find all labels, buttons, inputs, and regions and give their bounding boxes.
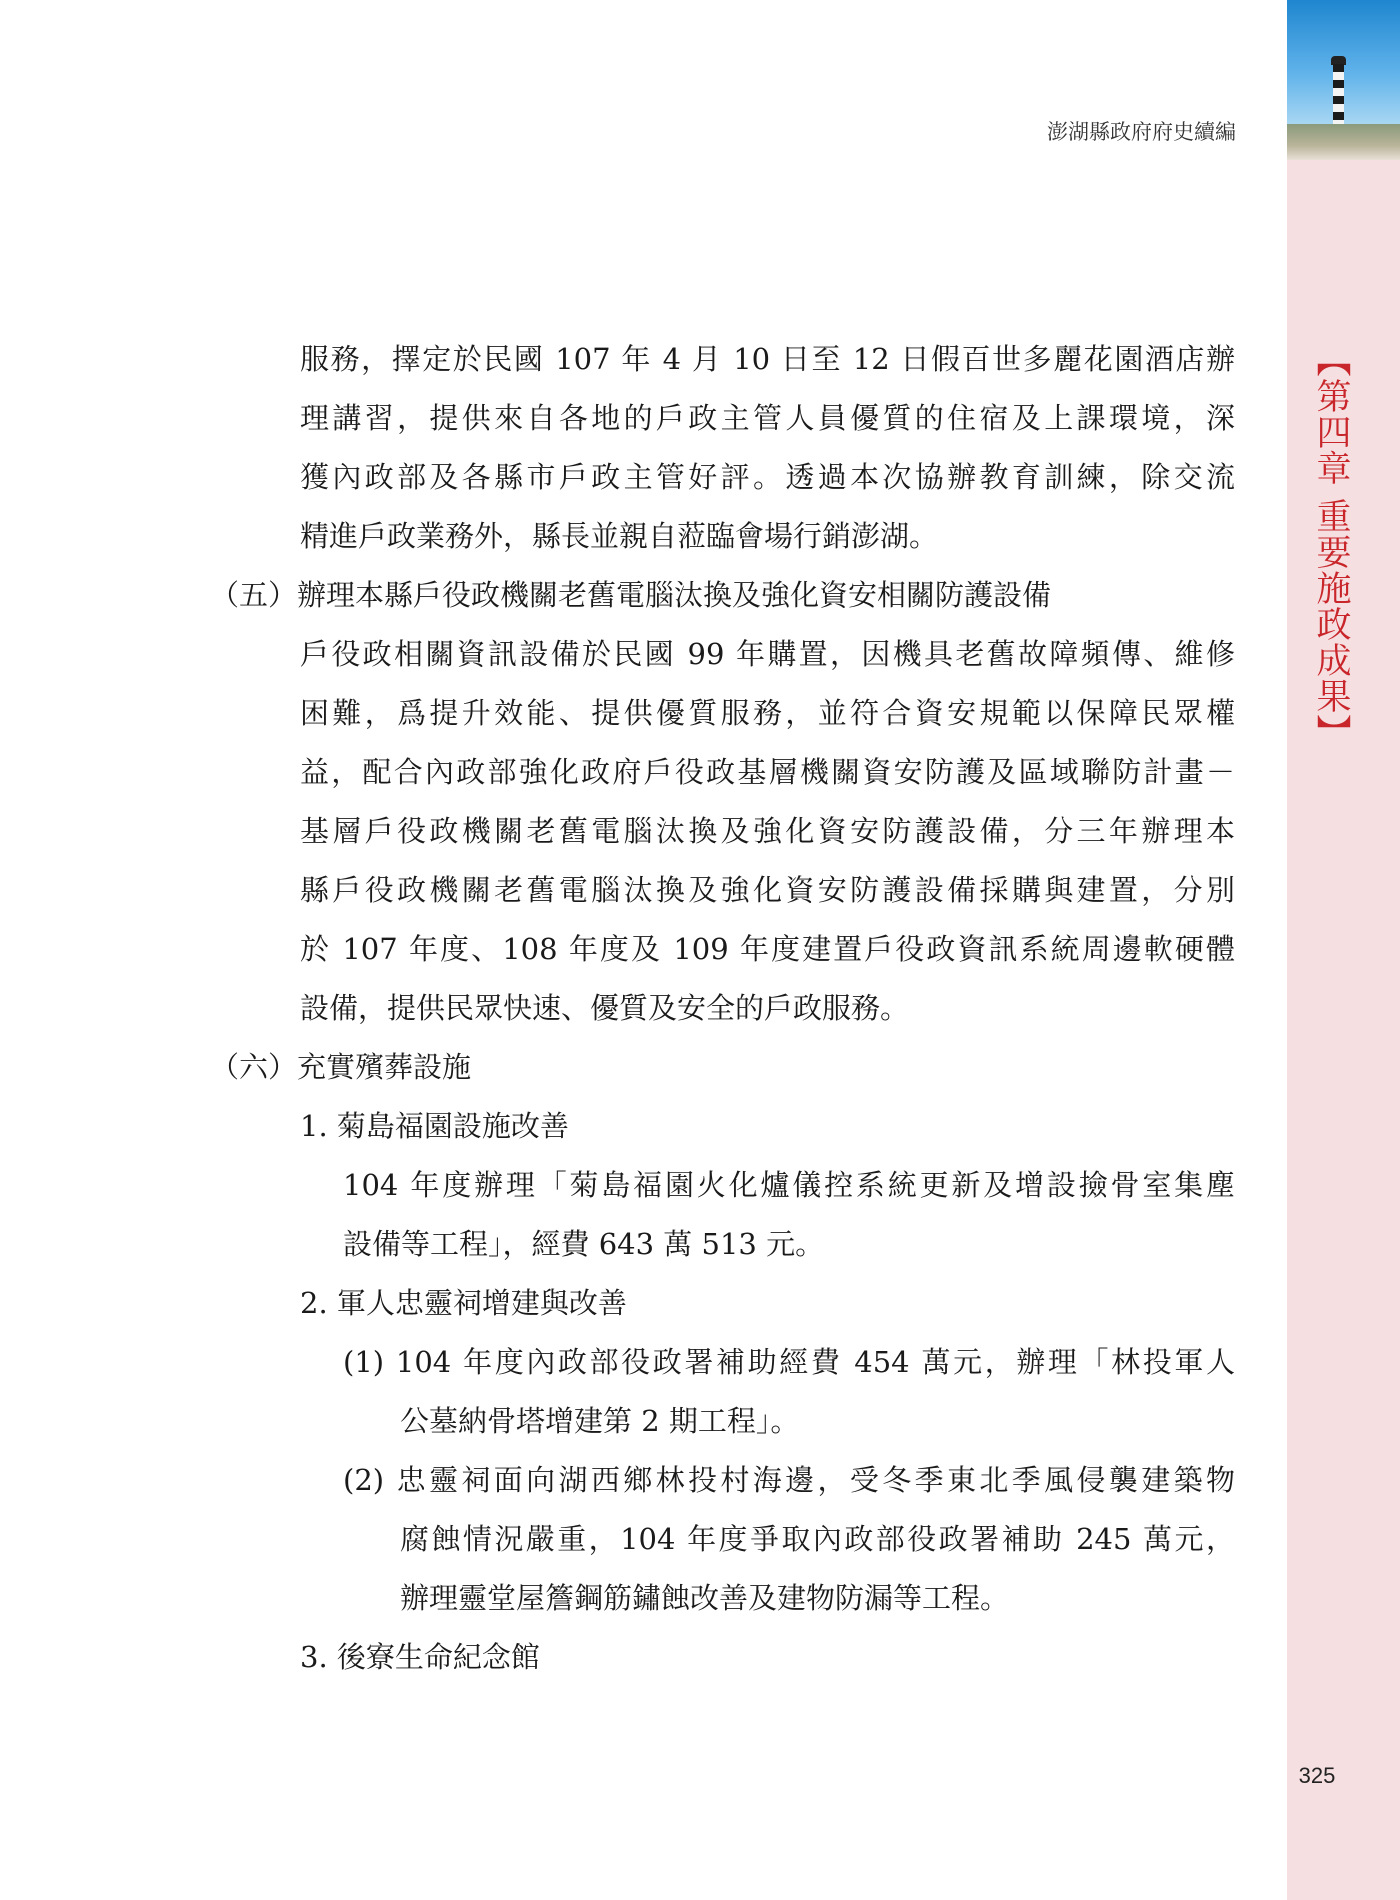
paragraph-line: 腐蝕情況嚴重，104 年度爭取內政部役政署補助 245 萬元， (400, 1522, 1235, 1556)
list-item-heading: 2. 軍人忠靈祠增建與改善 (300, 1286, 627, 1320)
paragraph-line: 設備等工程」，經費 643 萬 513 元。 (343, 1227, 825, 1261)
paragraph-line: (1) 104 年度內政部役政署補助經費 454 萬元，辦理「林投軍人 (343, 1345, 1235, 1379)
paragraph-line: 104 年度辦理「菊島福園火化爐儀控系統更新及增設撿骨室集塵 (343, 1168, 1235, 1202)
section-heading: （五）辦理本縣戶役政機關老舊電腦汰換及強化資安相關防護設備 (210, 578, 1052, 612)
paragraph-line: (2) 忠靈祠面向湖西鄉林投村海邊，受冬季東北季風侵襲建築物 (343, 1463, 1235, 1497)
paragraph-line: 服務，擇定於民國 107 年 4 月 10 日至 12 日假百世多麗花園酒店辦 (300, 342, 1235, 376)
shoreline (1287, 124, 1400, 160)
paragraph-line: 戶役政相關資訊設備於民國 99 年購置，因機具老舊故障頻傳、維修 (300, 637, 1235, 671)
list-item-heading: 3. 後寮生命紀念館 (300, 1640, 540, 1674)
paragraph-line: 基層戶役政機關老舊電腦汰換及強化資安防護設備，分三年辦理本 (300, 814, 1235, 848)
paragraph-line: 辦理靈堂屋簷鋼筋鏽蝕改善及建物防漏等工程。 (400, 1581, 1010, 1615)
paragraph-line: 獲內政部及各縣市戶政主管好評。透過本次協辦教育訓練，除交流 (300, 460, 1235, 494)
lighthouse-icon (1333, 64, 1344, 124)
paragraph-line: 困難，爲提升效能、提供優質服務，並符合資安規範以保障民眾權 (300, 696, 1235, 730)
paragraph-line: 精進戶政業務外，縣長並親自蒞臨會場行銷澎湖。 (300, 519, 939, 553)
paragraph-line: 設備，提供民眾快速、優質及安全的戶政服務。 (300, 991, 910, 1025)
paragraph-line: 縣戶役政機關老舊電腦汰換及強化資安防護設備採購與建置，分別 (300, 873, 1235, 907)
page-number: 325 (1298, 1763, 1336, 1788)
paragraph-line: 於 107 年度、108 年度及 109 年度建置戶役政資訊系統周邊軟硬體 (300, 932, 1235, 966)
running-title: 澎湖縣政府府史續編 (1047, 120, 1236, 144)
paragraph-line: 理講習，提供來自各地的戶政主管人員優質的住宿及上課環境，深 (300, 401, 1235, 435)
paragraph-line: 公墓納骨塔增建第 2 期工程」。 (400, 1404, 800, 1438)
lighthouse-photo (1287, 0, 1400, 160)
list-item-heading: 1. 菊島福園設施改善 (300, 1109, 569, 1143)
chapter-sidebar (1287, 0, 1400, 1900)
paragraph-line: 益，配合內政部強化政府戶役政基層機關資安防護及區域聯防計畫－ (300, 755, 1235, 789)
section-heading: （六）充實殯葬設施 (210, 1050, 472, 1084)
chapter-tab: 【第四章 重要施政成果】 (1311, 342, 1351, 751)
